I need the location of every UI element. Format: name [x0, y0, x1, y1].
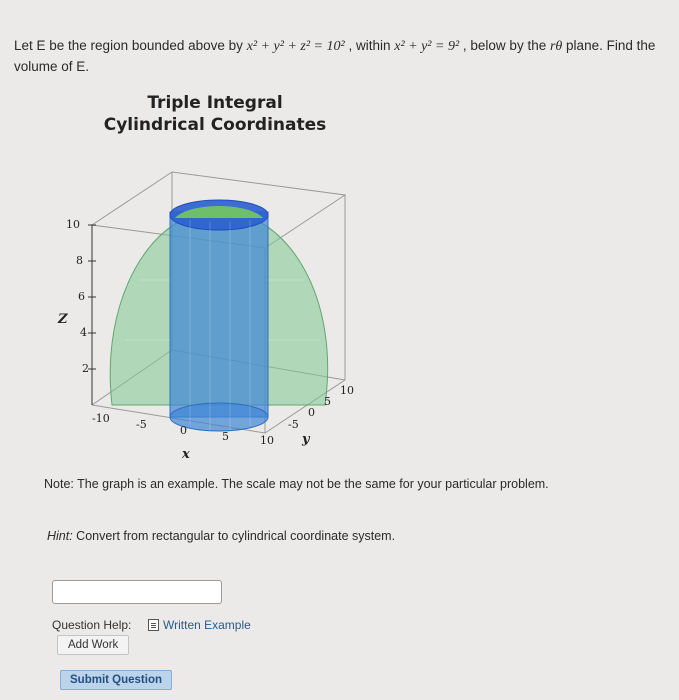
r-theta-symbol: rθ [549, 39, 563, 54]
hint [47, 529, 395, 543]
problem-statement [14, 36, 674, 77]
problem-text-4: plane. Find the volume of E. [14, 38, 656, 74]
written-example-link[interactable] [148, 618, 251, 632]
submit-question-button[interactable]: Submit Question [60, 670, 172, 690]
problem-text-1: Let E be the region bounded above by [14, 38, 247, 53]
written-example-label: Written Example [163, 618, 251, 632]
x-tick-10: 10 [260, 434, 274, 447]
z-tick-4: 4 [80, 326, 87, 339]
cylinder-equation: x² + y² = 9² [394, 39, 460, 54]
y-tick-neg5: -5 [288, 418, 299, 431]
figure-svg [40, 150, 380, 470]
figure-title-line2: Cylindrical Coordinates [103, 115, 327, 135]
figure-title-line1: Triple Integral [147, 93, 283, 113]
problem-text-2: , within [344, 38, 395, 53]
volume-figure [40, 150, 380, 470]
problem-text-3: , below by the [459, 38, 550, 53]
x-axis-label: x [182, 447, 190, 462]
document-icon [148, 619, 159, 631]
graph-note: Note: The graph is an example. The scale may not be the same for your particular problem. [44, 477, 549, 491]
y-tick-0: 0 [308, 406, 315, 419]
y-tick-10: 10 [340, 384, 354, 397]
question-help-label: Question Help: [52, 618, 132, 632]
z-tick-6: 6 [78, 290, 85, 303]
x-tick-0: 0 [180, 424, 187, 437]
hint-label: Hint: [47, 529, 73, 543]
figure-title [100, 92, 330, 136]
add-work-button[interactable]: Add Work [57, 635, 129, 655]
y-tick-5: 5 [324, 395, 331, 408]
z-axis [88, 225, 96, 405]
z-axis-label: Z [58, 312, 68, 327]
answer-input[interactable] [52, 580, 222, 604]
sphere-equation: x² + y² + z² = 10² [246, 39, 345, 54]
x-tick-neg10: -10 [92, 412, 110, 425]
z-tick-2: 2 [82, 362, 89, 375]
z-tick-8: 8 [76, 254, 83, 267]
y-axis-label: y [302, 432, 310, 447]
hint-text: Convert from rectangular to cylindrical coordinate system. [72, 529, 396, 543]
z-tick-10: 10 [66, 218, 80, 231]
x-tick-5: 5 [222, 430, 229, 443]
cylinder-surface [170, 212, 268, 417]
x-tick-neg5: -5 [136, 418, 147, 431]
